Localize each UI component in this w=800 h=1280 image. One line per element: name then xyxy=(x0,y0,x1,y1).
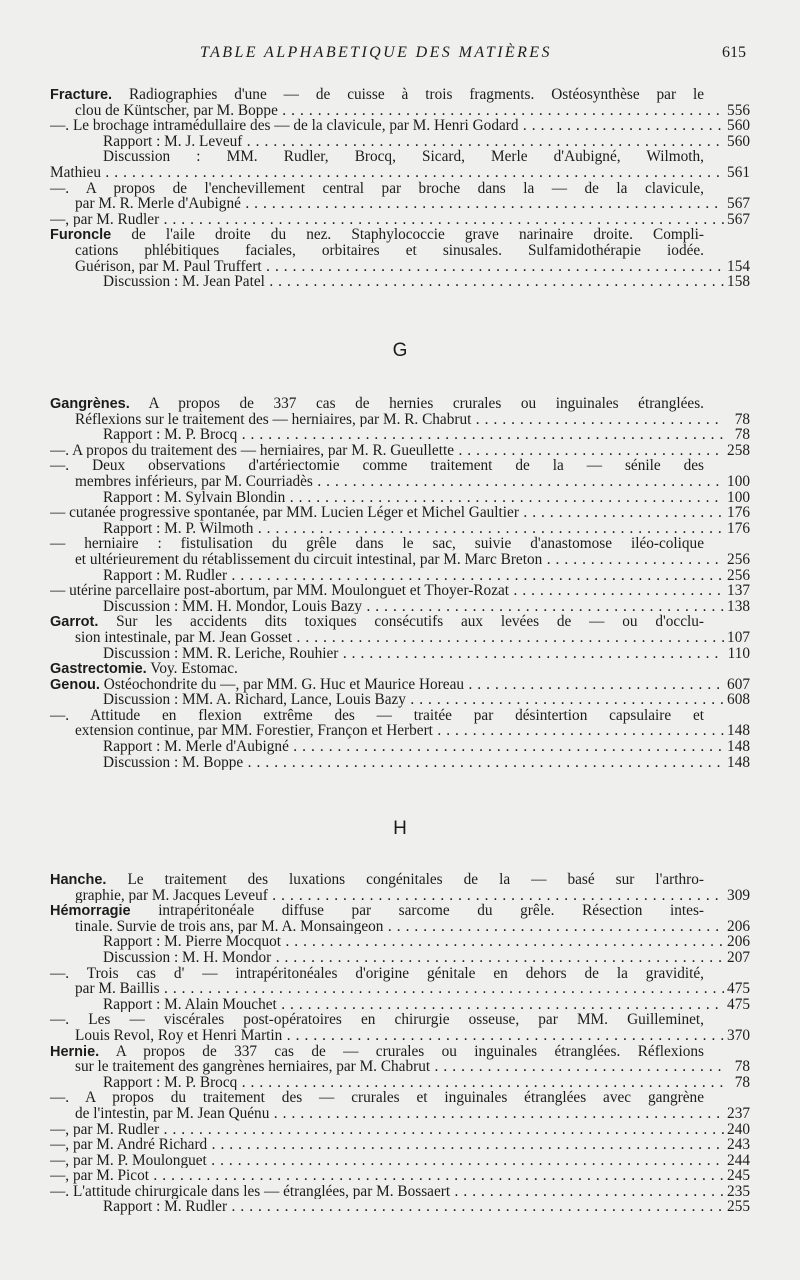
index-entry-body: — cutanée progressive spontanée, par MM. Lucien Léger et Michel Gaultier xyxy=(50,505,519,521)
index-entry-body: tinale. Survie de trois ans, par M. A. Monsaingeon xyxy=(75,918,384,935)
index-entry-text xyxy=(50,1044,704,1061)
index-headword: Garrot. xyxy=(50,614,99,631)
index-line xyxy=(0,1106,800,1122)
index-entry-text xyxy=(75,474,724,490)
index-headword: Gastrectomie. xyxy=(50,661,147,678)
index-line xyxy=(0,1044,800,1060)
page-reference: 100 xyxy=(727,472,750,490)
index-line xyxy=(0,708,800,724)
index-entry-body: Discussion : MM. R. Leriche, Rouhier xyxy=(103,645,339,662)
running-header xyxy=(0,44,800,66)
index-line xyxy=(0,1090,800,1106)
page-reference: 256 xyxy=(727,550,750,568)
page-reference: 567 xyxy=(727,195,750,213)
index-entry-text xyxy=(50,677,724,694)
index-line xyxy=(0,134,800,150)
index-entry-text xyxy=(50,505,724,521)
index-entry-text xyxy=(75,723,724,739)
index-entry-body: —, par M. André Richard xyxy=(50,1137,208,1153)
index-entry-text xyxy=(50,1168,724,1184)
index-entry-body: sion intestinale, par M. Jean Gosset xyxy=(75,629,293,646)
index-entry-text xyxy=(75,412,724,428)
letter-heading-h: H xyxy=(393,818,407,839)
index-entry-text xyxy=(103,755,724,771)
index-entry-body: Réflexions sur le traitement des — herniaires, par M. R. Chabrut xyxy=(75,411,472,428)
index-entry-text xyxy=(75,243,704,259)
index-line xyxy=(0,1168,800,1184)
index-entry-text xyxy=(103,1199,724,1215)
index-line xyxy=(0,1012,800,1028)
index-entry-body: —, par M. P. Moulonguet xyxy=(50,1152,207,1169)
index-headword: Hémorragie xyxy=(50,903,131,920)
index-entry-text xyxy=(75,630,724,646)
index-entry-body: —, par M. Rudler xyxy=(50,211,160,228)
index-entry-body: Mathieu xyxy=(50,164,101,181)
index-entry-body: par M. R. Merle d'Aubigné xyxy=(75,196,241,212)
page-reference: 206 xyxy=(727,917,750,935)
section-g xyxy=(0,396,800,770)
index-line xyxy=(0,118,800,134)
index-line xyxy=(0,661,800,677)
page-reference: 137 xyxy=(727,582,750,600)
index-line xyxy=(0,630,800,646)
index-line xyxy=(0,212,800,228)
index-line xyxy=(0,165,800,181)
index-entry-body: Discussion : MM. Rudler, Brocq, Sicard, Merle d'Aubigné, Wilmoth, xyxy=(103,148,704,166)
index-entry-text xyxy=(103,427,724,443)
index-entry-body: Rapport : M. Rudler xyxy=(103,1199,228,1216)
index-entry-text xyxy=(50,1137,724,1153)
index-line xyxy=(0,1184,800,1200)
index-entry-text xyxy=(75,1059,724,1075)
index-entry-body: —. Attitude en flexion extrême des — traitée par désintertion capsulaire et xyxy=(50,706,704,724)
index-line xyxy=(0,396,800,412)
section-f xyxy=(0,87,800,290)
index-entry-body: A propos de 337 cas de — crurales ou inguinales étranglées. Réflexions xyxy=(115,1042,704,1060)
index-entry-text xyxy=(103,997,724,1013)
page-reference: 608 xyxy=(727,691,750,709)
index-line xyxy=(0,981,800,997)
index-entry-body: Rapport : M. Merle d'Aubigné xyxy=(103,739,289,755)
page-reference: 243 xyxy=(727,1136,750,1154)
index-entry-body: Rapport : M. Pierre Mocquot xyxy=(103,934,282,950)
index-entry-text xyxy=(75,103,724,119)
index-line xyxy=(0,103,800,119)
index-line xyxy=(0,1122,800,1138)
index-line xyxy=(0,997,800,1013)
index-entry-body: —. A propos du traitement des — herniaires, par M. R. Gueullette xyxy=(50,442,455,459)
page-reference: 567 xyxy=(727,210,750,228)
index-entry-body: Rapport : M. P. Wilmoth xyxy=(103,520,254,537)
index-line xyxy=(0,427,800,443)
index-entry-body: Radiographies d'une — de cuisse à trois fragments. Ostéosynthèse par le xyxy=(128,86,705,103)
page-reference: 78 xyxy=(734,1073,750,1091)
index-line xyxy=(0,521,800,537)
index-entry-body: membres inférieurs, par M. Courriadès xyxy=(75,473,313,490)
page-reference: 245 xyxy=(727,1167,750,1185)
index-entry-text xyxy=(50,396,704,413)
index-line xyxy=(0,259,800,275)
page-reference: 240 xyxy=(727,1120,750,1138)
page-reference: 607 xyxy=(727,675,750,693)
index-headword: Furoncle xyxy=(50,227,112,244)
index-entry-text xyxy=(75,196,724,212)
index-line xyxy=(0,227,800,243)
page-title: TABLE ALPHABETIQUE DES MATIÈRES xyxy=(200,44,552,61)
index-entry-body: — herniaire : fistulisation du grêle dans le sac, suivie d'anastomose iléo-colique xyxy=(50,535,704,553)
index-entry-text xyxy=(50,458,704,474)
index-entry-body: Rapport : M. J. Leveuf xyxy=(103,133,243,150)
index-line xyxy=(0,1075,800,1091)
page-reference: 556 xyxy=(727,101,750,119)
page-reference: 255 xyxy=(727,1198,750,1216)
page-reference: 207 xyxy=(727,948,750,966)
index-line xyxy=(0,903,800,919)
page-reference: 78 xyxy=(734,426,750,444)
index-entry-text xyxy=(103,692,724,708)
index-entry-text xyxy=(50,212,724,228)
index-entry-body: graphie, par M. Jacques Leveuf xyxy=(75,887,268,904)
index-entry-text xyxy=(50,181,704,197)
index-line xyxy=(0,888,800,904)
index-entry-text xyxy=(50,165,724,181)
index-entry-body: Rapport : M. P. Brocq xyxy=(103,1074,238,1091)
index-entry-body: Rapport : M. Rudler xyxy=(103,567,228,584)
index-entry-text xyxy=(50,661,238,678)
index-entry-body: Voy. Estomac. xyxy=(150,660,238,678)
index-headword: Hernie. xyxy=(50,1043,100,1060)
index-entry-text xyxy=(50,87,704,104)
index-entry-body: Discussion : MM. H. Mondor, Louis Bazy xyxy=(103,598,363,615)
page-reference: 237 xyxy=(727,1104,750,1122)
index-line xyxy=(0,723,800,739)
page-reference: 176 xyxy=(727,519,750,537)
index-entry-body: Discussion : MM. A. Richard, Lance, Louis Bazy xyxy=(103,692,406,708)
index-line xyxy=(0,181,800,197)
page-reference: 154 xyxy=(727,257,750,275)
index-entry-body: Sur les accidents dits toxiques consécutifs aux levées de — ou d'occlu- xyxy=(116,613,705,631)
index-line xyxy=(0,1153,800,1169)
index-line xyxy=(0,966,800,982)
page-reference: 258 xyxy=(727,441,750,459)
index-entry-body: Rapport : M. P. Brocq xyxy=(103,427,238,443)
index-entry-text xyxy=(103,646,724,662)
page-reference: 148 xyxy=(727,722,750,740)
index-entry-body: —. A propos de l'enchevillement central par broche dans la — de la clavicule, xyxy=(50,179,704,197)
letter-heading-g: G xyxy=(392,340,408,361)
page-reference: 256 xyxy=(727,566,750,584)
index-entry-text xyxy=(50,872,704,889)
index-entry-text xyxy=(75,1028,724,1044)
index-entry-body: Rapport : M. Alain Mouchet xyxy=(103,996,277,1013)
index-entry-text xyxy=(50,1153,724,1169)
page-reference: 78 xyxy=(734,410,750,428)
index-line xyxy=(0,1137,800,1153)
index-entry-body: —. Les — viscérales post-opératoires en chirurgie osseuse, par MM. Guilleminet, xyxy=(50,1011,704,1029)
index-entry-text xyxy=(50,536,704,552)
index-entry-text xyxy=(75,919,724,935)
index-line xyxy=(0,950,800,966)
index-entry-body: Le traitement des luxations congénitales de la — basé sur l'arthro- xyxy=(127,871,705,888)
index-entry-body: —. Deux observations d'artériectomie comme traitement de la — sénile des xyxy=(50,457,704,475)
index-entry-text xyxy=(50,443,724,459)
index-headword: Gangrènes. xyxy=(50,396,130,412)
index-line xyxy=(0,196,800,212)
index-line xyxy=(0,692,800,708)
index-entry-text xyxy=(75,552,724,568)
page-reference: 475 xyxy=(727,995,750,1013)
index-entry-body: Ostéochondrite du —, par MM. G. Huc et Maurice Horeau xyxy=(103,676,465,693)
index-line xyxy=(0,443,800,459)
index-entry-body: intrapéritonéale diffuse par sarcome du grêle. Résection intes- xyxy=(158,902,704,920)
index-entry-body: Discussion : M. Jean Patel xyxy=(103,274,265,290)
index-line xyxy=(0,583,800,599)
index-entry-body: —. Le brochage intramédullaire des — de la clavicule, par M. Henri Godard xyxy=(50,118,519,134)
page-reference: 110 xyxy=(727,644,750,662)
index-entry-body: de l'intestin, par M. Jean Quénu xyxy=(75,1105,270,1122)
index-entry-text xyxy=(50,614,704,631)
index-headword: Fracture. xyxy=(50,87,113,103)
index-entry-text xyxy=(103,599,724,615)
index-entry-body: clou de Küntscher, par M. Boppe xyxy=(75,102,278,119)
index-line xyxy=(0,474,800,490)
index-line xyxy=(0,739,800,755)
page-reference: 148 xyxy=(727,753,750,771)
index-entry-text xyxy=(75,1106,724,1122)
index-entry-body: de l'aile droite du nez. Staphylococcie grave narinaire droite. Compli- xyxy=(131,226,704,244)
index-entry-body: Guérison, par M. Paul Truffert xyxy=(75,258,262,275)
index-line xyxy=(0,1028,800,1044)
page-reference: 235 xyxy=(727,1182,750,1200)
index-entry-text xyxy=(103,568,724,584)
index-line xyxy=(0,599,800,615)
page-reference: 148 xyxy=(727,738,750,756)
index-line xyxy=(0,536,800,552)
page-reference: 309 xyxy=(727,886,750,904)
index-entry-text xyxy=(103,490,724,506)
index-entry-body: —. A propos du traitement des — crurales et inguinales étranglées avec gangrène xyxy=(50,1089,704,1107)
index-entry-text xyxy=(103,934,724,950)
page-number: 615 xyxy=(722,44,746,61)
index-line xyxy=(0,1199,800,1215)
index-entry-body: Rapport : M. Sylvain Blondin xyxy=(103,489,286,506)
index-entry-text xyxy=(50,708,704,724)
index-entry-body: cations phlébitiques faciales, orbitaires et sinusales. Sulfamidothérapie iodée. xyxy=(75,241,704,259)
index-entry-body: par M. Baillis xyxy=(75,981,160,997)
index-line xyxy=(0,919,800,935)
index-entry-text xyxy=(50,1012,704,1028)
page-reference: 78 xyxy=(734,1058,750,1076)
index-entry-body: —. L'attitude chirurgicale dans les — étranglées, par M. Bossaert xyxy=(50,1183,451,1200)
index-entry-text xyxy=(75,888,724,904)
index-entry-text xyxy=(75,259,724,275)
index-entry-body: Discussion : M. Boppe xyxy=(103,754,244,771)
index-line xyxy=(0,677,800,693)
index-entry-body: —, par M. Picot xyxy=(50,1168,149,1184)
index-entry-text xyxy=(50,903,704,920)
index-line xyxy=(0,490,800,506)
page-reference: 138 xyxy=(727,597,750,615)
index-entry-body: Louis Revol, Roy et Henri Martin xyxy=(75,1027,283,1044)
index-entry-body: — utérine parcellaire post-abortum, par MM. Moulonguet et Thoyer-Rozat xyxy=(50,583,510,599)
page-reference: 370 xyxy=(727,1026,750,1044)
page-reference: 244 xyxy=(727,1151,750,1169)
index-entry-body: Discussion : M. H. Mondor xyxy=(103,949,272,966)
page-reference: 560 xyxy=(727,117,750,135)
page-reference: 176 xyxy=(727,504,750,522)
page-reference: 560 xyxy=(727,132,750,150)
index-entry-text xyxy=(50,966,704,982)
index-line xyxy=(0,646,800,662)
index-line xyxy=(0,274,800,290)
page-reference: 206 xyxy=(727,933,750,951)
index-headword: Hanche. xyxy=(50,872,107,888)
page-reference: 158 xyxy=(727,273,750,291)
index-entry-body: —, par M. Rudler xyxy=(50,1121,160,1138)
index-line xyxy=(0,458,800,474)
index-entry-body: —. Trois cas d' — intrapéritonéales d'origine génitale en dehors de la gravidité, xyxy=(50,964,704,982)
index-entry-text xyxy=(50,118,724,134)
index-entry-body: et ultérieurement du rétablissement du circuit intestinal, par M. Marc Breton xyxy=(75,551,543,568)
index-line xyxy=(0,755,800,771)
index-entry-text xyxy=(50,583,724,599)
index-entry-text xyxy=(103,950,724,966)
index-line xyxy=(0,149,800,165)
index-entry-text xyxy=(50,1122,724,1138)
section-h xyxy=(0,872,800,1215)
index-line xyxy=(0,505,800,521)
index-line xyxy=(0,614,800,630)
page-reference: 100 xyxy=(727,488,750,506)
index-entry-body: extension continue, par MM. Forestier, Françon et Herbert xyxy=(75,723,433,740)
index-line xyxy=(0,568,800,584)
index-line xyxy=(0,934,800,950)
index-line xyxy=(0,872,800,888)
index-entry-text xyxy=(103,1075,724,1091)
page-reference: 107 xyxy=(727,628,750,646)
index-entry-text xyxy=(103,739,724,755)
index-line xyxy=(0,412,800,428)
index-entry-body: A propos de 337 cas de hernies crurales ou inguinales étranglées. xyxy=(148,395,704,412)
index-line xyxy=(0,1059,800,1075)
index-entry-text xyxy=(103,149,704,165)
index-headword: Genou. xyxy=(50,676,100,693)
page-reference: 561 xyxy=(727,163,750,181)
index-line xyxy=(0,87,800,103)
index-entry-text xyxy=(50,1090,704,1106)
index-entry-body: sur le traitement des gangrènes herniaires, par M. Chabrut xyxy=(75,1059,431,1075)
index-entry-text xyxy=(103,521,724,537)
index-line xyxy=(0,552,800,568)
index-entry-text xyxy=(50,1184,724,1200)
page-reference: 475 xyxy=(727,980,750,998)
index-line xyxy=(0,243,800,259)
index-entry-text xyxy=(103,274,724,290)
index-entry-text xyxy=(103,134,724,150)
index-entry-text xyxy=(75,981,724,997)
